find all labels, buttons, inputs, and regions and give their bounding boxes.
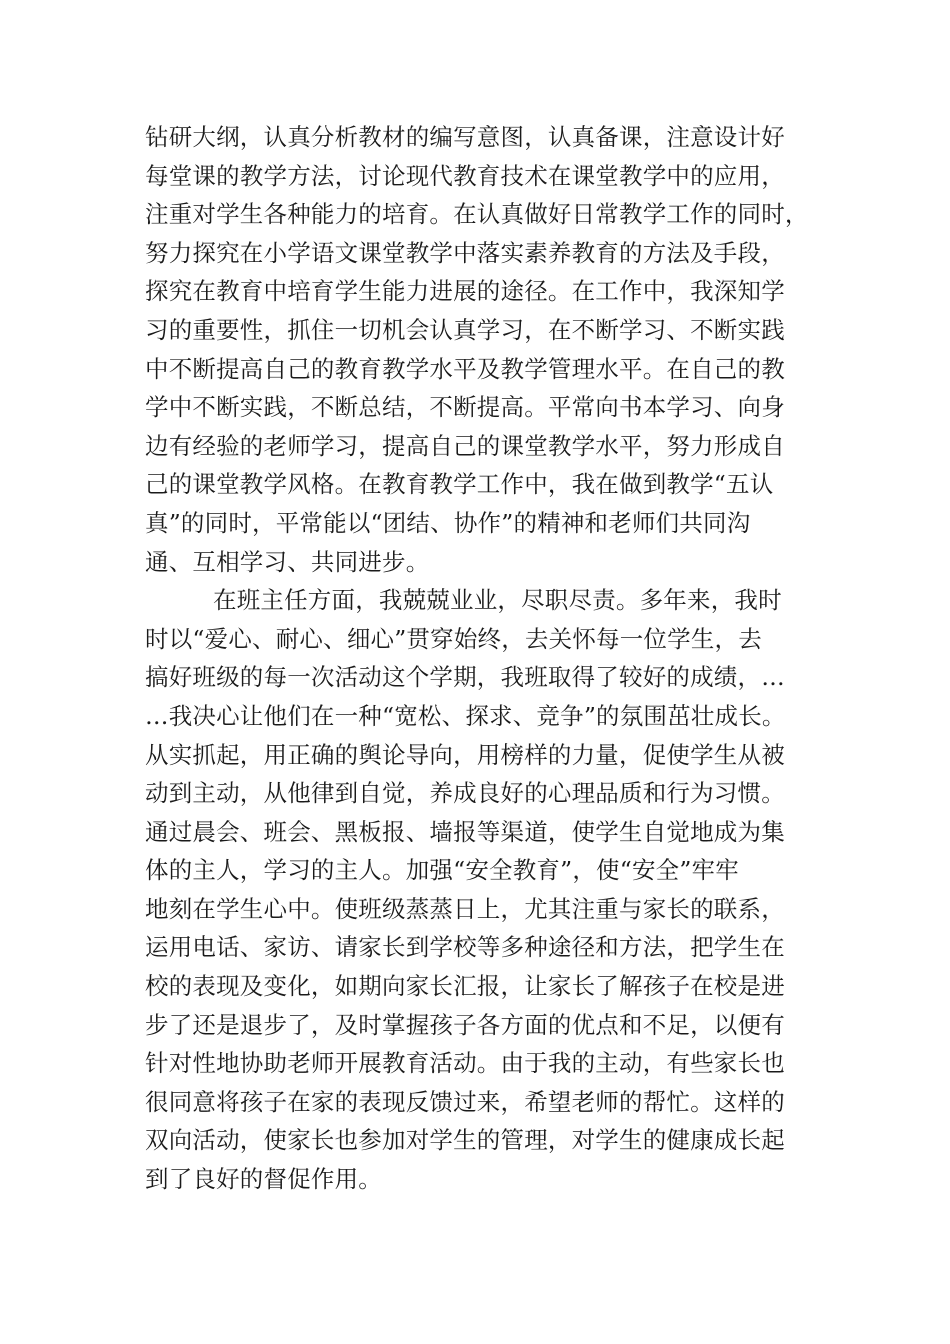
text-line: 注重对学生各种能力的培育。在认真做好日常教学工作的同时， [145, 200, 809, 229]
text-line: 习的重要性，抓住一切机会认真学习，在不断学习、不断实践 [145, 315, 785, 344]
text-line: 运用电话、家访、请家长到学校等多种途径和方法，把学生在 [145, 933, 785, 962]
text-line: 搞好班级的每一次活动这个学期，我班取得了较好的成绩，… [145, 663, 785, 692]
text-line: 通、互相学习、共同进步。 [145, 547, 430, 576]
text-line: 很同意将孩子在家的表现反馈过来，希望老师的帮忙。这样的 [145, 1087, 785, 1116]
text-line: 从实抓起，用正确的舆论导向，用榜样的力量，促使学生从被 [145, 740, 785, 769]
text-line: 步了还是退步了，及时掌握孩子各方面的优点和不足，以便有 [145, 1010, 785, 1039]
text-line: 中不断提高自己的教育教学水平及教学管理水平。在自己的教 [145, 354, 785, 383]
text-line: 钻研大纲，认真分析教材的编写意图，认真备课，注意设计好 [145, 123, 785, 151]
paragraph-class-teacher [145, 581, 825, 1199]
text-line: 体的主人，学习的主人。加强“安全教育”，使“安全”牢牢 [145, 856, 739, 885]
text-line: 努力探究在小学语文课堂教学中落实素养教育的方法及手段， [145, 238, 785, 267]
document-body [145, 118, 825, 1199]
text-line: 动到主动，从他律到自觉，养成良好的心理品质和行为习惯。 [145, 779, 785, 808]
text-line: 探究在教育中培育学生能力进展的途径。在工作中，我深知学 [145, 277, 785, 306]
text-line: 双向活动，使家长也参加对学生的管理，对学生的健康成长起 [145, 1126, 785, 1155]
text-line: 己的课堂教学风格。在教育教学工作中，我在做到教学“五认 [145, 470, 774, 499]
text-line: 地刻在学生心中。使班级蒸蒸日上，尤其注重与家长的联系， [145, 894, 785, 923]
text-line: 校的表现及变化，如期向家长汇报，让家长了解孩子在校是进 [145, 972, 785, 1001]
text-line: 边有经验的老师学习，提高自己的课堂教学水平，努力形成自 [145, 431, 785, 460]
text-line: 在班主任方面，我兢兢业业，尽职尽责。多年来，我时 [213, 586, 782, 615]
text-line: 通过晨会、班会、黑板报、墙报等渠道，使学生自觉地成为集 [145, 817, 785, 846]
text-line: 针对性地协助老师开展教育活动。由于我的主动，有些家长也 [145, 1049, 785, 1078]
paragraph-teaching [145, 118, 825, 581]
text-line: 每堂课的教学方法，讨论现代教育技术在课堂教学中的应用， [145, 161, 785, 190]
text-line: 学中不断实践，不断总结，不断提高。平常向书本学习、向身 [145, 393, 785, 422]
text-line: 真”的同时，平常能以“团结、协作”的精神和老师们共同沟 [145, 508, 751, 537]
text-line: …我决心让他们在一种“宽松、探求、竞争”的氛围茁壮成长。 [145, 701, 786, 730]
text-line: 到了良好的督促作用。 [145, 1165, 382, 1194]
text-line: 时以“爱心、耐心、细心”贯穿始终，去关怀每一位学生，去 [145, 624, 762, 653]
